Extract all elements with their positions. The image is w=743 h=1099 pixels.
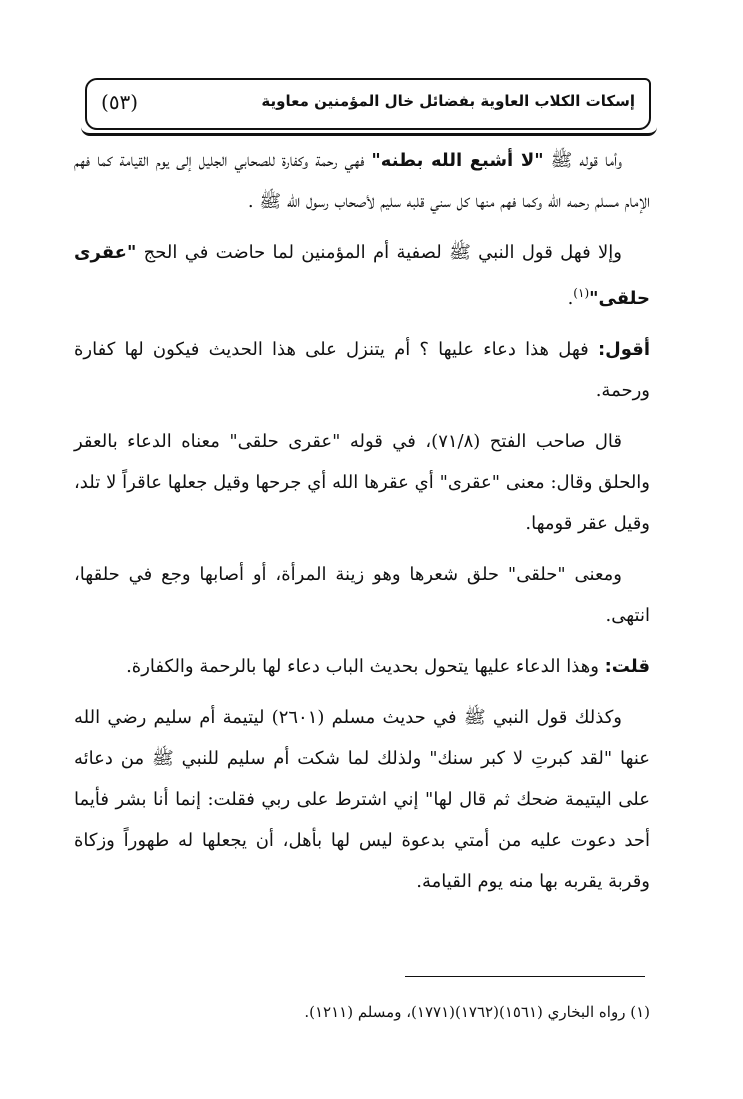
text-run: وأما قوله ﷺ [543, 150, 622, 171]
footnote-divider [405, 976, 645, 977]
text-run: فهل هذا دعاء عليها ؟ أم يتنزل على هذا الحديث فيكون لها كفارة ورحمة. [74, 339, 650, 401]
heading-word: قلت: [604, 656, 650, 677]
text-run: وإلا فهل قول النبي ﷺ لصفية أم المؤمنين لما حاضت في الحج [136, 242, 622, 263]
paragraph [74, 140, 650, 222]
page-header [85, 78, 651, 130]
paragraph: وكذلك قول النبي ﷺ في حديث مسلم (٢٦٠١) ليتيمة أم سليم رضي الله عنها "لقد كبرتِ لا كبر سنك" ولذلك لما شكت أم سليم للنبي ﷺ من دعائه على اليتيمة ضحك ثم قال لها" إني اشترط على ربي فقلت: إنما أنا بشر فأيما أحد دعوت عليه من أمتي بدعوة ليس لها بأهل، أن يجعلها له طهوراً وزكاة وقربة يقربه بها منه يوم القيامة. [74, 707, 650, 892]
footnote-ref: (١) [573, 286, 590, 300]
book-title: إسكات الكلاب العاوية بفضائل خال المؤمنين معاوية [261, 92, 635, 110]
paragraph: قال صاحب الفتح (٧١/٨)، في قوله "عقرى حلقى" معناه الدعاء بالعقر والحلق وقال: معنى "عقرى" أي عقرها الله أي جرحها وقيل جعلها عاقراً لا تلد، وقيل عقر قومها. [74, 431, 650, 534]
paragraph [74, 329, 650, 411]
text-run: فهي رحمة وكفارة للصحابي الجليل إلى يوم القيامة كما فهم الإمام مسلم رحمه الله وكما فهم منها كل سني قلبه سليم لأصحاب رسول الله ﷺ . [74, 150, 650, 212]
text-run: . [567, 288, 574, 309]
text-run: وهذا الدعاء عليها يتحول بحديث الباب دعاء لها بالرحمة والكفارة. [126, 656, 605, 677]
heading-word: أقول: [597, 339, 650, 360]
page-number: (٥٣) [101, 90, 139, 114]
main-text [74, 140, 650, 912]
paragraph [74, 232, 650, 319]
hadith-quote: "لا أشبع الله بطنه" [371, 150, 544, 171]
hadith-quote: "عقرى حلقى" [74, 242, 650, 309]
paragraph: ومعنى "حلقى" حلق شعرها وهو زينة المرأة، أو أصابها وجع في حلقها، انتهى. [74, 564, 650, 626]
paragraph [74, 646, 650, 687]
footnote: (١) رواه البخاري (١٥٦١)(١٧٦٢)(١٧٧١)، ومسلم (١٢١١). [304, 1003, 650, 1021]
